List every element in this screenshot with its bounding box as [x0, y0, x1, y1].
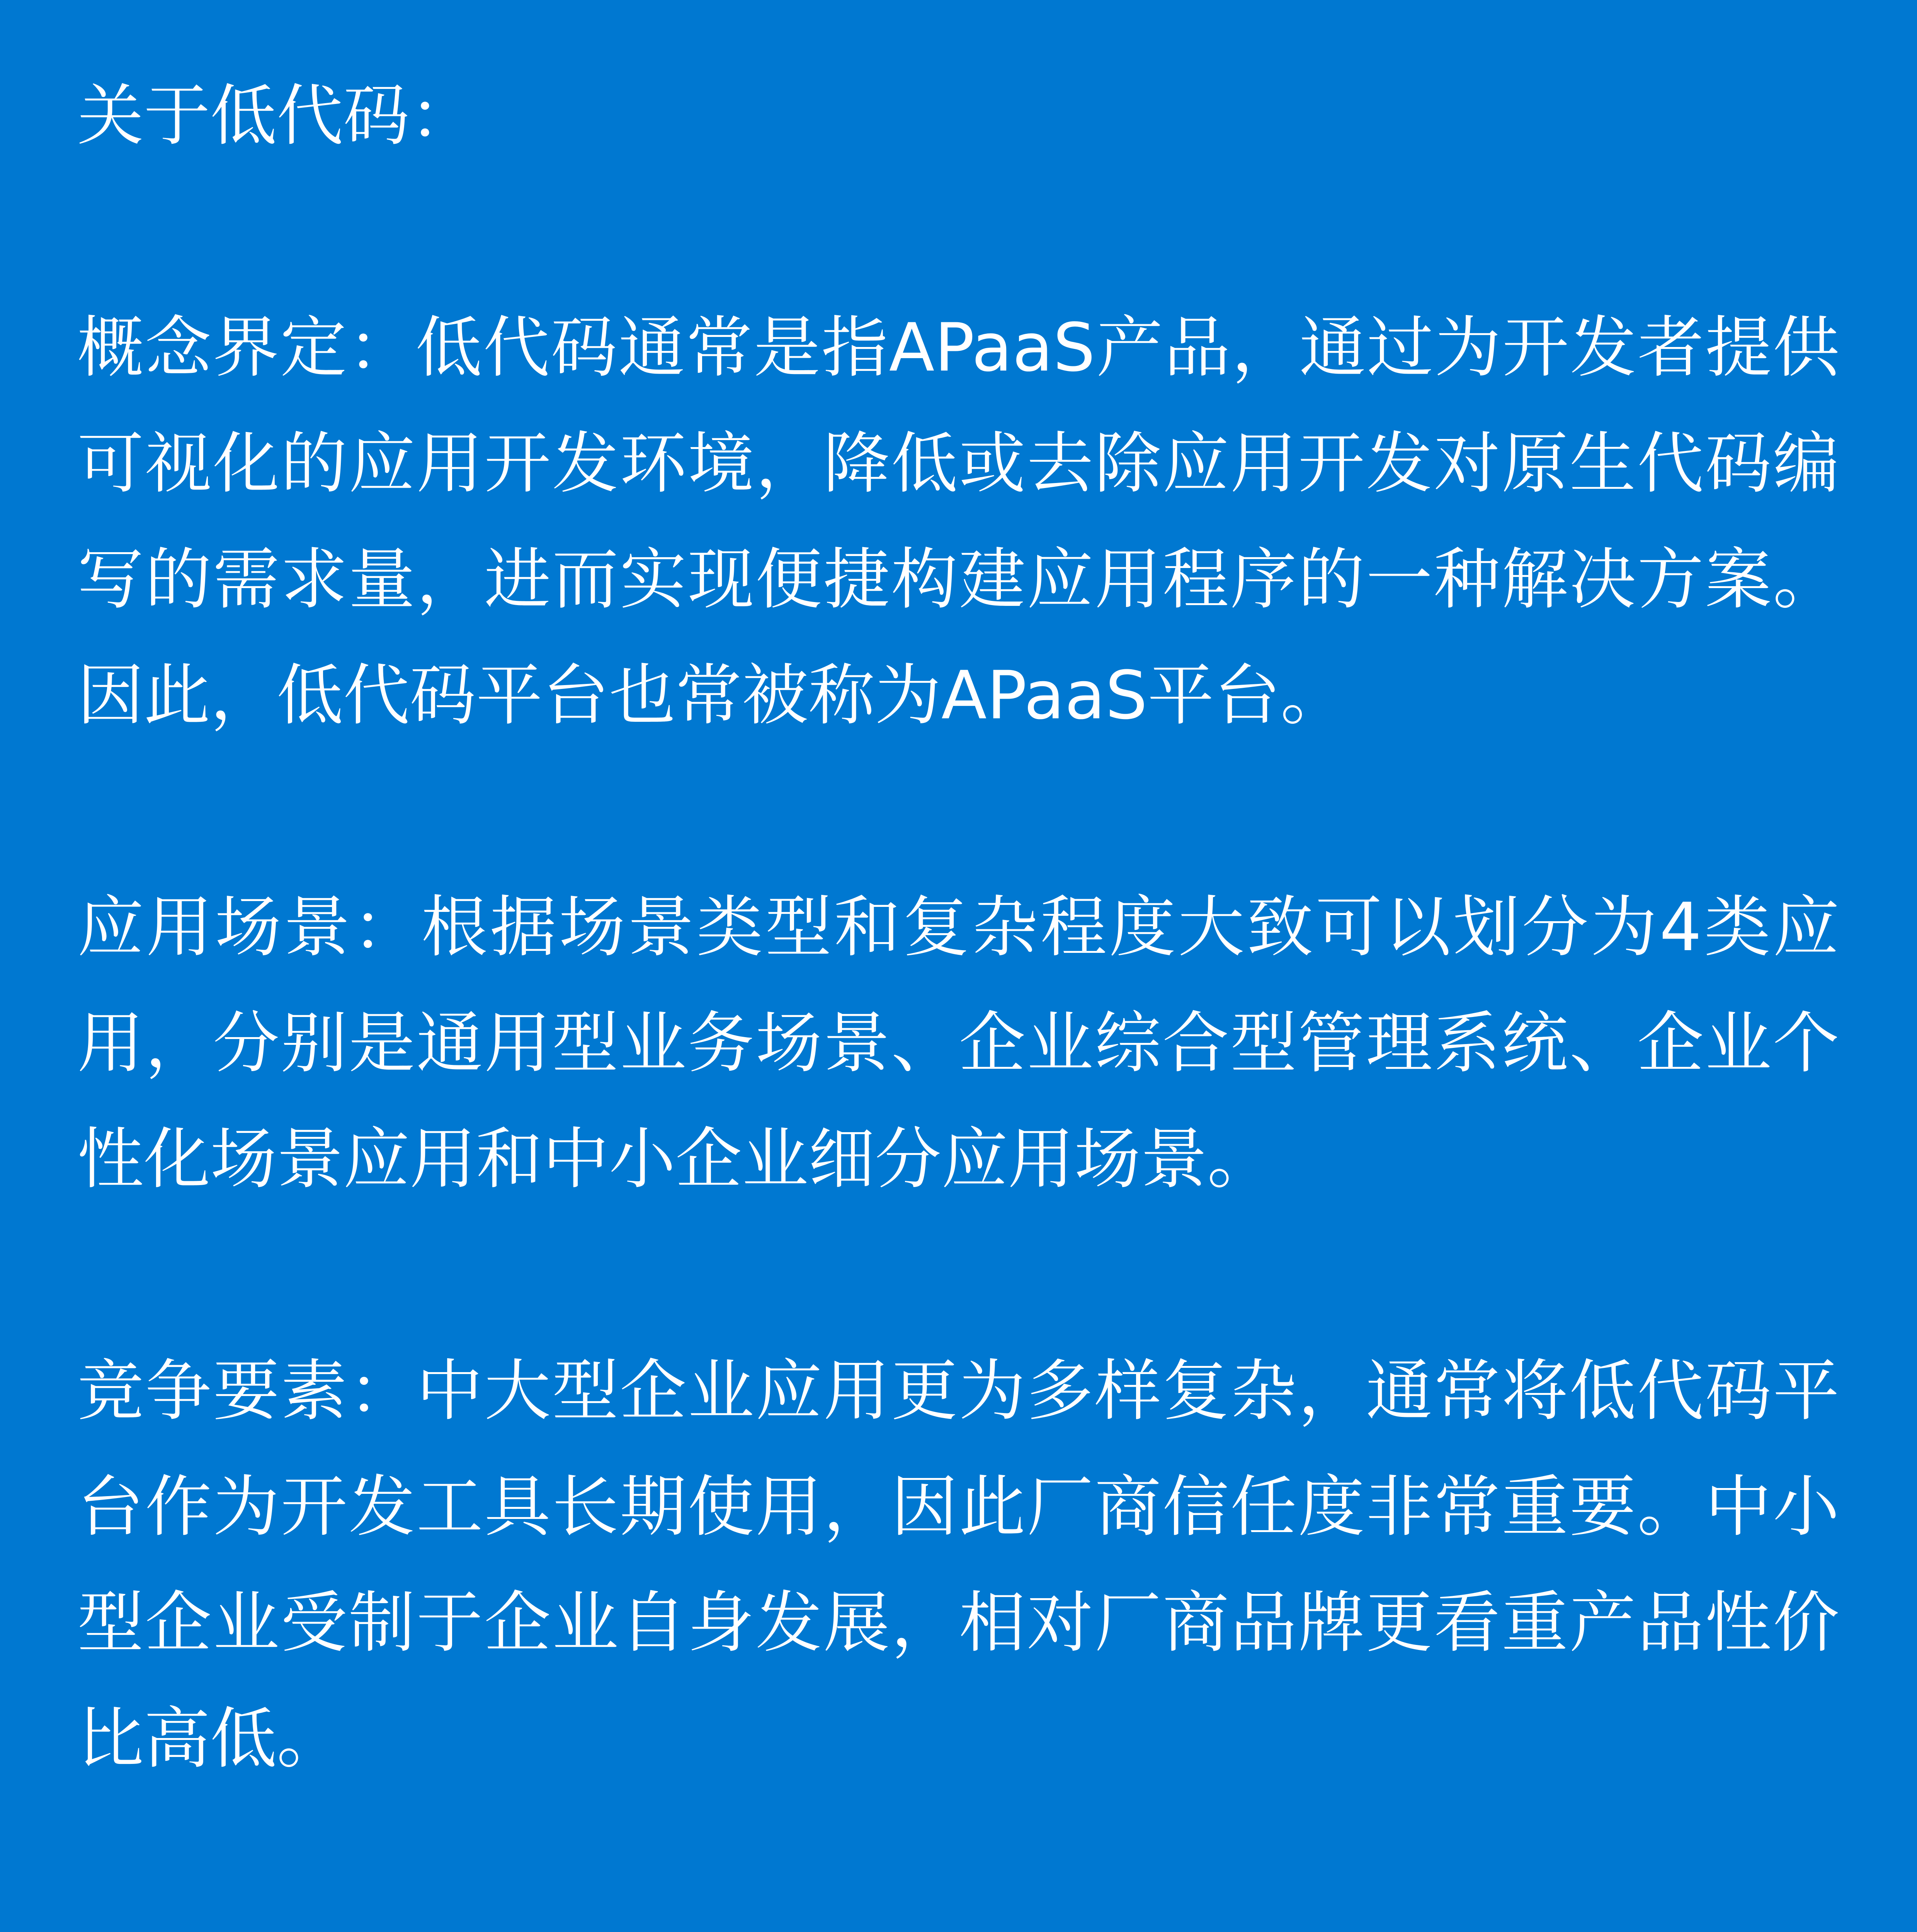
article-heading: 关于低代码：: [77, 77, 476, 155]
section-scenarios-label: 应用场景：: [77, 888, 422, 966]
section-concept: [77, 290, 1839, 753]
section-competition-text: 中大型企业应用更为多样复杂，通常将低代码平台作为开发工具长期使用，因此厂商信任度非常重要。中小型企业受制于企业自身发展，相对厂商品牌更看重产品性价比高低。: [77, 1352, 1840, 1777]
article-content: [77, 58, 1839, 1913]
section-scenarios-text: 根据场景类型和复杂程度大致可以划分为4类应用，分别是通用型业务场景、企业综合型管理系统、企业个性化场景应用和中小企业细分应用场景。: [77, 888, 1840, 1198]
section-concept-text: 低代码通常是指APaaS产品，通过为开发者提供可视化的应用开发环境，降低或去除应用开发对原生代码编写的需求量，进而实现便捷构建应用程序的一种解决方案。因此，低代码平台也常被称为APaaS平台。: [77, 309, 1839, 734]
section-competition-label: 竞争要素：: [77, 1352, 417, 1430]
section-scenarios: [77, 869, 1839, 1217]
section-concept-label: 概念界定：: [77, 309, 416, 386]
section-competition: [77, 1333, 1839, 1797]
